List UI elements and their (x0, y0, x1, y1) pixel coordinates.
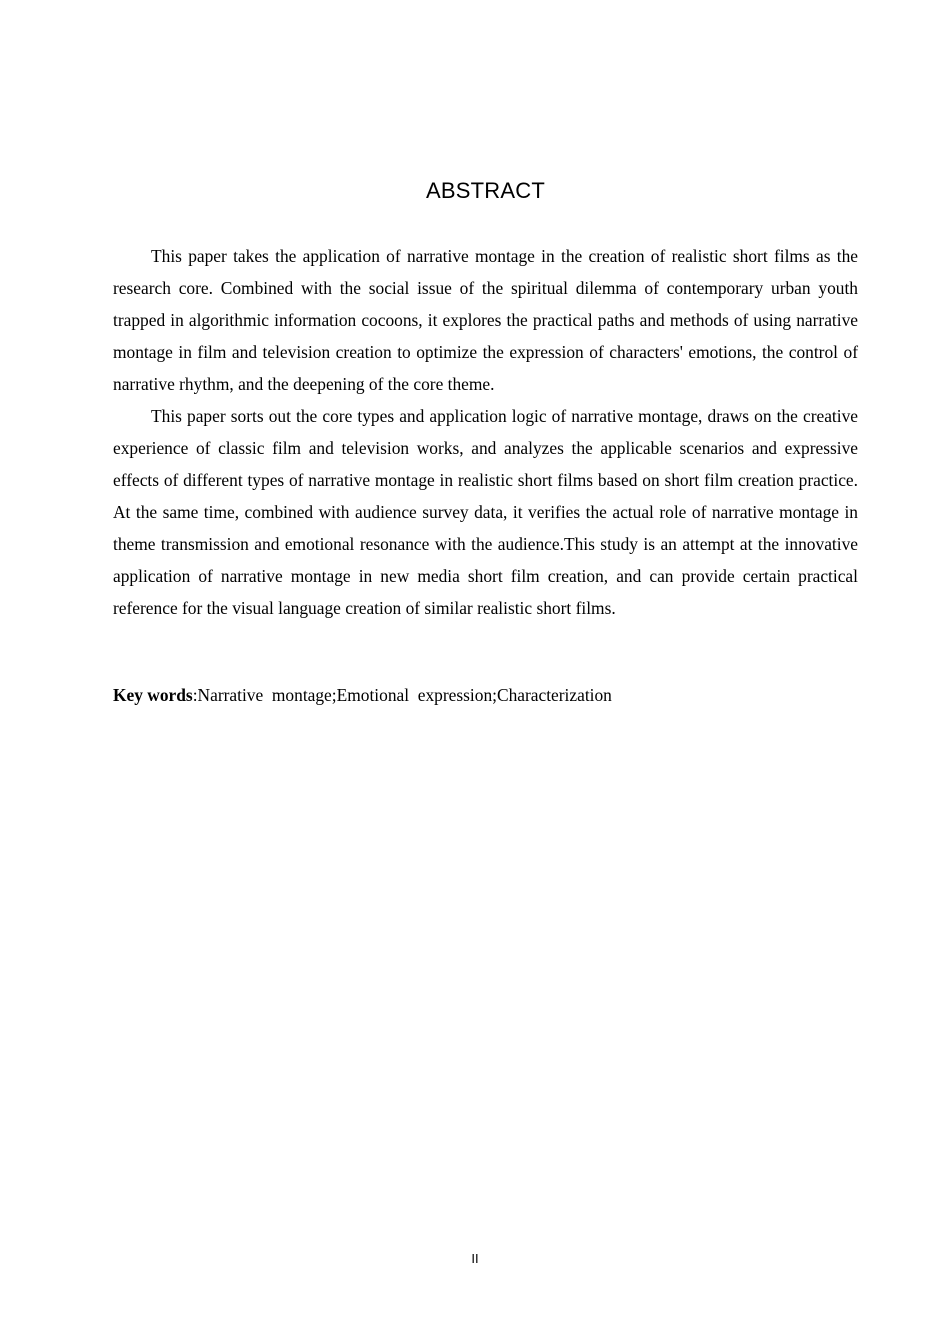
keywords-label: Key words (113, 685, 193, 705)
abstract-title: ABSTRACT (426, 178, 545, 203)
keywords-value: Narrative montage;Emotional expression;Characterization (197, 685, 612, 705)
page-number: II (471, 1251, 479, 1266)
abstract-body (113, 240, 858, 624)
keywords-line (113, 680, 858, 710)
abstract-paragraph-2: This paper sorts out the core types and application logic of narrative montage, draws on the creative experience of classic film and television works, and analyzes the applicable scenarios and expressive effects of different types of narrative montage in realistic short films based on short film creation practice. At the same time, combined with audience survey data, it verifies the actual role of narrative montage in theme transmission and emotional resonance with the audience.This study is an attempt at the innovative application of narrative montage in new media short film creation, and can provide certain practical reference for the visual language creation of similar realistic short films. (113, 406, 858, 618)
abstract-paragraph-1: This paper takes the application of narrative montage in the creation of realistic short films as the research core. Combined with the social issue of the spiritual dilemma of contemporary urban youth trapped in algorithmic information cocoons, it explores the practical paths and methods of using narrative montage in film and television creation to optimize the expression of characters' emotions, the control of narrative rhythm, and the deepening of the core theme. (113, 246, 858, 394)
keywords-separator: : (192, 685, 198, 705)
